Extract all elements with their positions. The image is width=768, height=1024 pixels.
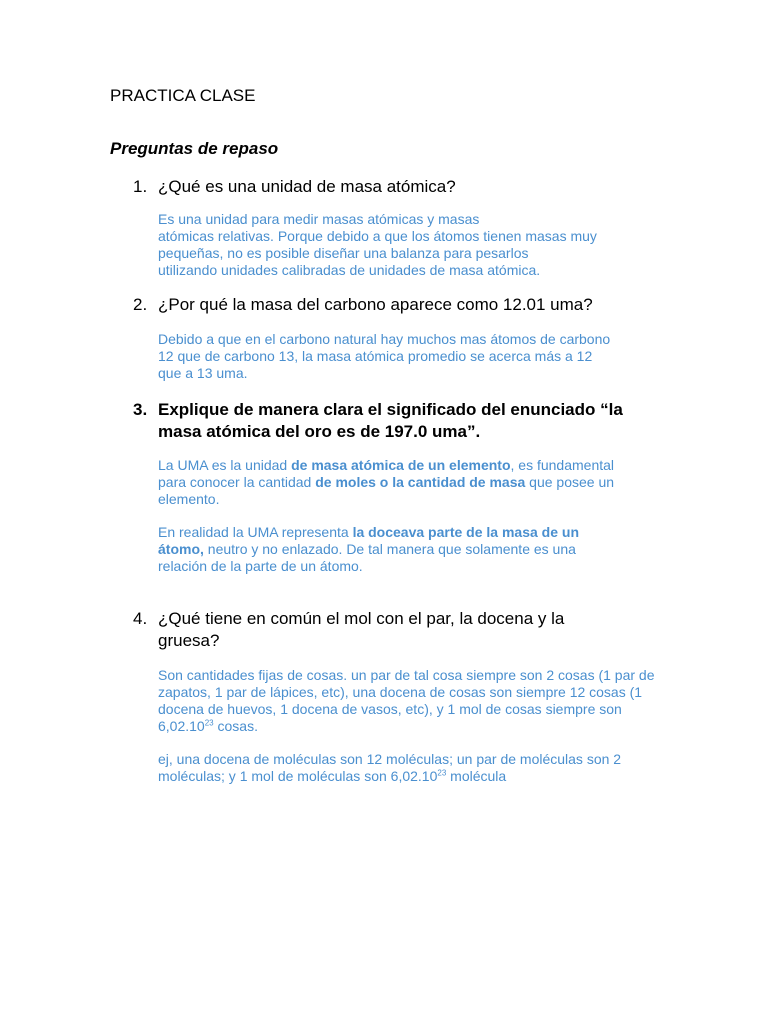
question-number: 3. <box>133 400 148 419</box>
question-1 <box>133 176 633 198</box>
question-2 <box>133 294 653 316</box>
answer-text: neutro y no enlazado. De tal manera que solamente es una relación de la parte de un átomo. <box>158 541 576 574</box>
answer-2 <box>158 331 678 382</box>
answer-text: ej, una docena de moléculas son 12 moléculas; un par de moléculas son 2 moléculas; y 1 mol de moléculas son 6,02.10 <box>158 751 622 784</box>
question-number: 4. <box>133 609 148 628</box>
answer-text: que posee un elemento. <box>158 474 615 507</box>
question-4 <box>133 608 603 652</box>
answer-emphasis: de masa atómica de un elemento <box>291 457 511 473</box>
answer-line: atómicas relativas. Porque debido a que los átomos tienen masas muy <box>158 228 597 244</box>
question-text: ¿Por qué la masa del carbono aparece como 12.01 uma? <box>158 295 593 314</box>
answer-4-paragraph-2 <box>158 751 663 785</box>
answer-3-paragraph-1 <box>158 457 618 508</box>
question-number: 1. <box>133 177 148 196</box>
answer-line: pequeñas, no es posible diseñar una balanza para pesarlos <box>158 245 529 261</box>
answer-line: utilizando unidades calibradas de unidades de masa atómica. <box>158 262 541 278</box>
answer-text: En realidad la UMA representa <box>158 524 353 540</box>
answer-text: molécula <box>446 768 507 784</box>
answer-text: Son cantidades fijas de cosas. un par de tal cosa siempre son 2 cosas (1 par de zapatos, 1 par de lápices, etc), una docena de cosas son siempre 12 cosas (1 docena de huevos, 1 docena de vasos, etc), y 1 mol de cosas siempre son 6,02.10 <box>158 667 655 734</box>
question-text: ¿Qué tiene en común el mol con el par, la docena y la gruesa? <box>158 609 565 650</box>
section-subtitle: Preguntas de repaso <box>110 139 279 158</box>
question-text: ¿Qué es una unidad de masa atómica? <box>158 177 456 196</box>
answer-text: , es fundamental para conocer la cantidad <box>158 457 615 490</box>
answer-emphasis: la doceava parte de la masa de un átomo, <box>158 524 579 557</box>
answer-3-paragraph-2 <box>158 524 628 575</box>
question-text: Explique de manera clara el significado del enunciado “la masa atómica del oro es de 197.0 uma”. <box>158 400 623 441</box>
answer-text: cosas. <box>213 718 258 734</box>
question-number: 2. <box>133 295 148 314</box>
answer-text: La UMA es la unidad <box>158 457 292 473</box>
answer-emphasis: de moles o la cantidad de masa <box>315 474 526 490</box>
answer-1 <box>158 211 678 279</box>
exponent: 23 <box>204 718 214 728</box>
answer-line: que a 13 uma. <box>158 365 248 381</box>
answer-line: 12 que de carbono 13, la masa atómica promedio se acerca más a 12 <box>158 348 593 364</box>
page-title: PRACTICA CLASE <box>110 86 256 105</box>
answer-line: Debido a que en el carbono natural hay muchos mas átomos de carbono <box>158 331 611 347</box>
exponent: 23 <box>437 768 447 778</box>
answer-4-paragraph-1 <box>158 667 663 735</box>
answer-line: Es una unidad para medir masas atómicas y masas <box>158 211 480 227</box>
question-3 <box>133 399 623 443</box>
